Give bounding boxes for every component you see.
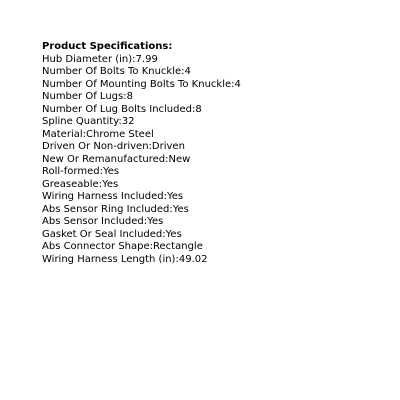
spec-abs-sensor-included: Abs Sensor Included:Yes [42, 216, 164, 227]
spec-value: 32 [121, 116, 135, 127]
spec-value: Yes [147, 216, 164, 227]
spec-label: Roll-formed [42, 166, 100, 177]
spec-value: New [168, 153, 191, 165]
spec-label: Number Of Lug Bolts Included [42, 103, 192, 115]
spec-abs-connector-shape: Abs Connector Shape:Rectangle [42, 241, 203, 252]
spec-label: Wiring Harness Included [42, 191, 164, 202]
spec-value: Chrome Steel [86, 128, 154, 140]
spec-value: Driven [151, 141, 185, 152]
spec-label: Number Of Bolts To Knuckle [42, 66, 182, 77]
spec-driven: Driven Or Non-driven:Driven [42, 141, 185, 152]
spec-value: 49.02 [178, 253, 208, 265]
spec-number-of-lugs: Number Of Lugs:8 [42, 91, 133, 102]
spec-value: Yes [172, 203, 189, 215]
spec-label: Abs Sensor Included [42, 216, 144, 227]
spec-label: Greaseable [42, 178, 99, 190]
spec-abs-sensor-ring-included: Abs Sensor Ring Included:Yes [42, 203, 189, 215]
spec-label: Material [42, 128, 83, 140]
spec-label: Number Of Mounting Bolts To Knuckle [42, 78, 232, 90]
spec-wiring-harness-included: Wiring Harness Included:Yes [42, 191, 184, 202]
spec-label: Abs Sensor Ring Included [42, 203, 170, 215]
spec-value: Rectangle [153, 241, 203, 252]
spec-value: Yes [102, 166, 120, 177]
spec-label: Abs Connector Shape [42, 241, 150, 252]
specifications-list [42, 54, 392, 267]
spec-label: Wiring Harness Length (in) [42, 253, 176, 265]
spec-value: Yes [102, 178, 119, 190]
spec-value: 8 [195, 103, 202, 115]
product-specifications [42, 41, 392, 266]
spec-value: Yes [165, 228, 182, 240]
spec-material: Material:Chrome Steel [42, 128, 154, 140]
spec-label: Driven Or Non-driven [42, 141, 149, 152]
spec-greaseable: Greaseable:Yes [42, 178, 119, 190]
spec-label: Spline Quantity [42, 116, 119, 127]
spec-label: Hub Diameter (in) [42, 53, 133, 65]
spec-gasket-or-seal-included: Gasket Or Seal Included:Yes [42, 228, 182, 240]
spec-label: Number Of Lugs [42, 91, 124, 102]
spec-value: 4 [184, 66, 191, 77]
spec-label: New Or Remanufactured [42, 153, 166, 165]
spec-value: 4 [234, 78, 241, 90]
spec-mounting-bolts-to-knuckle: Number Of Mounting Bolts To Knuckle:4 [42, 78, 241, 90]
spec-value: Yes [167, 191, 184, 202]
spec-value: 7.99 [135, 53, 158, 65]
spec-roll-formed: Roll-formed:Yes [42, 166, 120, 177]
spec-label: Gasket Or Seal Included [42, 228, 163, 240]
spec-wiring-harness-length: Wiring Harness Length (in):49.02 [42, 253, 208, 265]
specifications-heading: Product Specifications: [42, 41, 173, 52]
spec-value: 8 [126, 91, 133, 102]
spec-hub-diameter: Hub Diameter (in):7.99 [42, 53, 158, 65]
spec-spline-quantity: Spline Quantity:32 [42, 116, 135, 127]
spec-new-or-remanufactured: New Or Remanufactured:New [42, 153, 191, 165]
spec-bolts-to-knuckle: Number Of Bolts To Knuckle:4 [42, 66, 191, 77]
spec-lug-bolts-included: Number Of Lug Bolts Included:8 [42, 103, 202, 115]
